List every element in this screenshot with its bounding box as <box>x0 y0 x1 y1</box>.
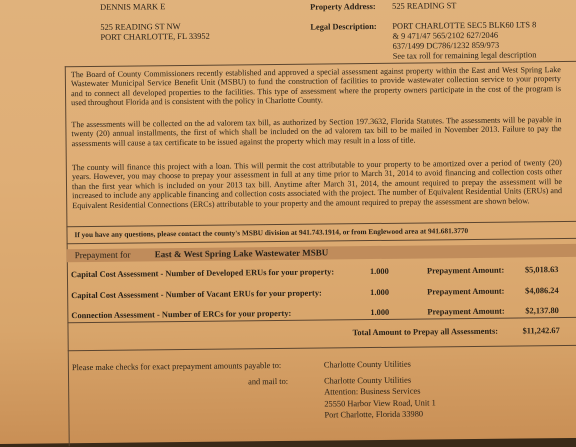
mail-to-label: and mail to: <box>248 376 289 387</box>
payee-name: Charlotte County Utilities <box>323 359 411 370</box>
prepayment-header-label: Prepayment for <box>74 249 131 261</box>
vacant-eru-units: 1.000 <box>370 287 390 298</box>
erc-units: 1.000 <box>370 307 390 318</box>
owner-address-line-1: 525 READING ST NW <box>100 22 181 32</box>
vacant-eru-amount: $4,086.24 <box>525 286 559 296</box>
prepayment-header-unit: East & West Spring Lake Wastewater MSBU <box>154 247 329 260</box>
legal-description-line: & 9 471/47 565/2102 627/2046 <box>392 30 499 41</box>
erc-label: Connection Assessment - Number of ERCs for your property: <box>71 308 292 321</box>
owner-address-line-2: PORT CHARLOTTE, FL 33952 <box>100 31 210 42</box>
vacant-eru-label: Capital Cost Assessment - Number of Vacant ERUs for your property: <box>71 288 322 301</box>
erc-amount: $2,137.80 <box>525 306 559 316</box>
property-address: 525 READING ST <box>392 1 457 11</box>
mail-address-line: Port Charlotte, Florida 33980 <box>324 409 424 420</box>
total-label: Total Amount to Prepay all Assessments: <box>352 326 499 338</box>
legal-description-line: PORT CHARLOTTE SEC5 BLK60 LTS 8 <box>392 20 537 31</box>
developed-eru-amount-label: Prepayment Amount: <box>426 265 505 276</box>
total-amount: $11,242.67 <box>522 326 560 336</box>
intro-paragraph: The Board of County Commissioners recently established and approved a special assessment against property within the East and West Spring Lake Wastewater Municipal Service Benefit Unit (MSBU) to fund the construction of facilities to provide wastewater collection service to your property and to connect all developed properties to the facilities. This type of assessment where the property owners participate in the cost of the program is used throughout Florida and is consistent with the policy in Charlotte County. <box>70 65 562 108</box>
legal-description-label: Legal Description: <box>310 21 377 32</box>
financing-paragraph: The county will finance this project with a loan. This will permit the cost attributable to your property to be amortized over a period of twenty (20) years. However, you may choose to prepay your assessment in full at any time prior to March 31, 2014 to avoid financing and collection costs other than the first year which is included on your 2013 tax bill. Anytime after March 31, 2014, the amount required to prepay the assessment will be increased to include any applicable financing and collection costs associated with the project. The number of Equivalent Residential Units (ERUs) and Equivalent Residential Connections (ERCs) attributable to your property and the amount required to prepay the assessment are shown below. <box>71 158 563 210</box>
mail-address-line: 25550 Harbor View Road, Unit 1 <box>324 398 436 409</box>
legal-description-line: 637/1499 DC786/1232 859/973 <box>392 40 500 51</box>
developed-eru-amount: $5,018.63 <box>524 265 559 275</box>
developed-eru-units: 1.000 <box>369 266 389 277</box>
vacant-eru-amount-label: Prepayment Amount: <box>427 286 505 297</box>
property-address-label: Property Address: <box>310 1 376 12</box>
collection-paragraph: The assessments will be collected on the ad valorem tax bill, as authorized by Section 197.3632, Florida Statutes. The assessments will be payable in twenty (20) annual installments, the first of which shall be included on the ad valorem tax bill to be mailed in November 2013. Failure to pay the assessments will cause a tax certificate to be issued against the property which may result in a loss of title. <box>71 115 562 148</box>
mail-address-line: Charlotte County Utilities <box>324 375 412 386</box>
total-bottom-rule <box>68 345 576 351</box>
developed-eru-label: Capital Cost Assessment - Number of Developed ERUs for your property: <box>70 267 335 280</box>
mail-address-line: Attention: Business Services <box>324 386 421 397</box>
owner-name: DENNIS MARK E <box>100 2 166 12</box>
legal-description-line: See tax roll for remaining legal description <box>392 50 537 61</box>
checks-payable-label: Please make checks for exact prepayment amounts payable to: <box>71 360 282 373</box>
contact-line: If you have any questions, please contact the county's MSBU division at 941.743.1914, or from Englewood area at 941.681.3770 <box>74 226 469 240</box>
erc-amount-label: Prepayment Amount: <box>427 306 505 317</box>
contact-top-rule <box>66 221 576 227</box>
